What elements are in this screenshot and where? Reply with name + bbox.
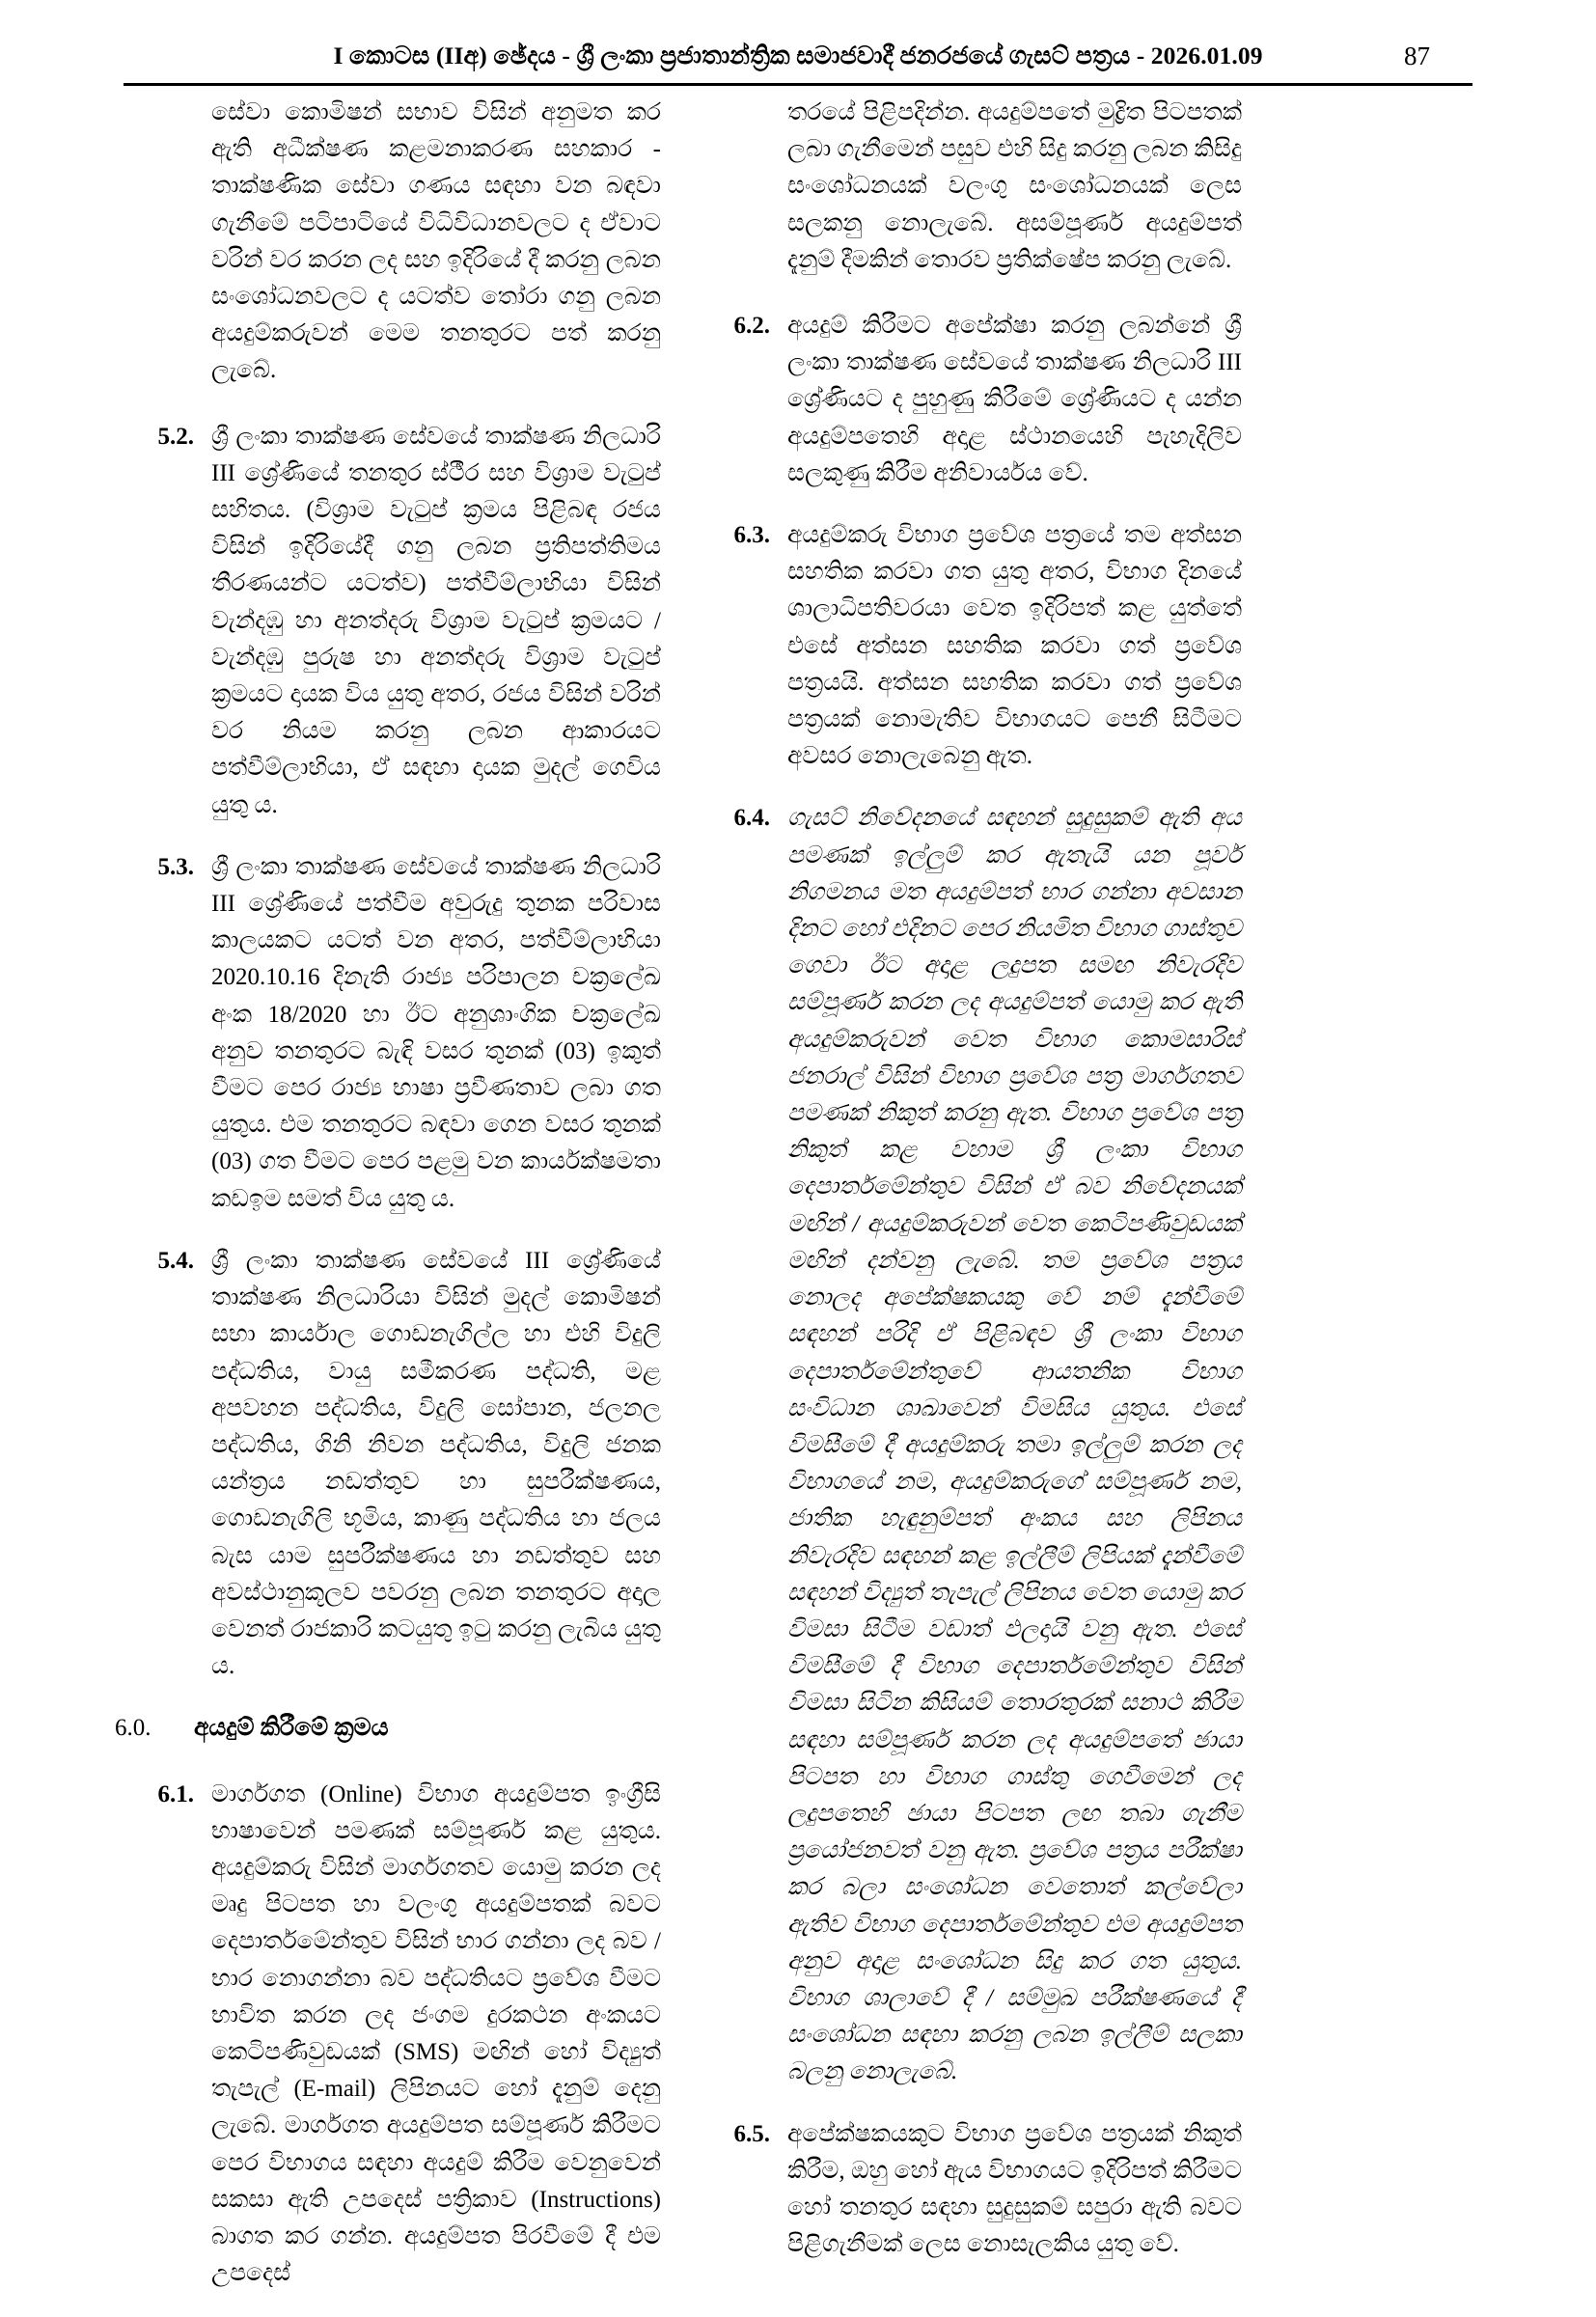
clause-text: ශ්‍රී ලංකා තාක්ෂණ සේවයේ තාක්ෂණ නිලධාරි III ශ්‍රේණියේ තනතුර ස්ථීර සහ විශ්‍රාම වැටුප් සහිතය. (විශ්‍රාම වැටුප් ක්‍රමය පිළිබඳ රජය විසින් ඉදිරියේදී ගනු ලබන ප්‍රතිපත්තිමය තීරණයන්ට යටත්ව) පත්වීම්ලාභියා විසින් වැන්දඹු හා අනත්දරු විශ්‍රාම වැටුප් ක්‍රමයට / වැන්දඹු පුරුෂ හා අනත්දරු විශ්‍රාම වැටුප් ක්‍රමයට දායක විය යුතු අතර, රජය විසින් වරින් වර නියම කරනු ලබන ආකාරයට පත්වීම්ලාභියා, ඒ සඳහා දායක මුදල් ගෙවිය යුතු ය.: [211, 423, 661, 818]
clause-text: අයදුම් කිරීමට අපේක්ෂා කරනු ලබන්නේ ශ්‍රී ලංකා තාක්ෂණ සේවයේ තාක්ෂණ නිලධාරි III ශ්‍රේණියට ද පුහුණු කිරීමේ ශ්‍රේණියට ද යන්න අයදුම්පතෙහි අදාළ ස්ථානයෙහි පැහැදිලිව සලකුණු කිරීම අනිවාර්යය වේ.: [787, 313, 1242, 486]
page-title: I කොටස (IIඅ) ඡේදය - ශ්‍රී ලංකා ප්‍රජාතාන්ත්‍රික සමාජවාදී ජනරජයේ ගැසට් පත්‍රය - 2026.01.09: [333, 41, 1263, 69]
clause-number: 6.3.: [733, 522, 770, 549]
clause-6-2: [687, 308, 1242, 492]
clause-number: 6.4.: [733, 805, 770, 832]
page-number: 87: [1404, 41, 1430, 70]
clause-5-4: [111, 1243, 661, 1685]
section-heading-6-0: [111, 1710, 661, 1747]
section-title: අයදුම් කිරීමේ ක්‍රමය: [194, 1715, 389, 1742]
clause-number: 5.4.: [157, 1247, 194, 1274]
clause-5-3: [111, 849, 661, 1218]
page-header: [124, 42, 1472, 79]
clause-text: ශ්‍රී ලංකා තාක්ෂණ සේවයේ තාක්ෂණ නිලධාරි III ශ්‍රේණියේ පත්වීම අවුරුදු තුනක පරිවාස කාලයකට යටත් වන අතර, පත්වීම්ලාභියා 2020.10.16 දිනැති රාජ්‍ය පරිපාලන චක්‍රලේඛ අංක 18/2020 හා ඊට අනුශාංගික චක්‍රලේඛ අනුව තනතුරට බැඳි වසර තුනක් (03) ඉකුත් වීමට පෙර රාජ්‍ය භාෂා ප්‍රවීණතාව ලබා ගත යුතුය. එම තනතුරට බඳවා ගෙන වසර තුනක් (03) ගත වීමට පෙර පළමු වන කාර්යක්ෂමතා කඩඉම සමත් විය යුතු ය.: [211, 853, 661, 1212]
clause-number: 6.2.: [733, 313, 770, 340]
paragraph-6-1-continuation: තරයේ පිළිපදින්න. අයදුම්පතේ මුද්‍රිත පිටපතක් ලබා ගැනීමෙන් පසුව එහි සිදු කරනු ලබන කිසිදු සංශෝධනයක් වලංගු සංශෝධනයක් ලෙස සලකනු නොලැබේ. අසම්පූර්ණ අයදුම්පත් දැනුම් දීමකින් තොරව ප්‍රතික්ෂේප කරනු ලැබේ.: [787, 99, 1242, 273]
right-column: [687, 95, 1242, 2288]
left-column: [111, 95, 661, 2317]
clause-text: මාර්ගගත (Online) විභාග අයදුම්පත ඉංග්‍රීසි භාෂාවෙන් පමණක් සම්පූර්ණ කළ යුතුය. අයදුම්කරු විසින් මාර්ගගතව යොමු කරන ලද මෘදු පිටපත හා වලංගු අයදුම්පතක් බවට දෙපාර්තමේන්තුව විසින් භාර ගන්නා ලද බව / භාර නොගන්නා බව පද්ධතියට ප්‍රවේශ වීමට භාවිත කරන ලද ජංගම දුරකථන අංකයට කෙටිපණිවුඩයක් (SMS) මඟින් හෝ විද්‍යුත් තැපැල් (E-mail) ලිපිනයට හෝ දැනුම් දෙනු ලැබේ. මාර්ගගත අයදුම්පත සම්පූර්ණ කිරීමට පෙර විභාගය සඳහා අයදුම් කිරීම වෙනුවෙන් සකසා ඇති උපදෙස් පත්‍රිකාව (Instructions) බාගත කර ගන්න. අයදුම්පත පිරවීමේ දී එම උපදෙස්: [211, 1780, 661, 2287]
paragraph-5-1-continuation: සේවා කොමිෂන් සභාව විසින් අනුමත කර ඇති අධීක්ෂණ කළමනාකරණ සහකාර - තාක්ෂණික සේවා ගණය සඳහා වන බඳවා ගැනීමේ පටිපාටියේ විධිවිධානවලට ද ඒවාට වරින් වර කරන ලද සහ ඉදිරියේ දී කරනු ලබන සංශෝධනවලට ද යටත්ව තෝරා ගනු ලබන අයදුම්කරුවන් මෙම තනතුරට පත් කරනු ලැබේ.: [211, 99, 661, 384]
clause-6-5: [687, 2116, 1242, 2264]
clause-6-1: [111, 1777, 661, 2293]
clause-number: 5.3.: [157, 853, 194, 880]
clause-6-4: [687, 800, 1242, 2090]
clause-text: අපේක්ෂකයකුට විභාග ප්‍රවේශ පත්‍රයක් නිකුත් කිරීම, ඔහු හෝ ඇය විභාගයට ඉදිරිපත් කිරීමට හෝ තනතුර සඳහා සුදුසුකම් සපුරා ඇති බවට පිළිගැනීමක් ලෙස නොසැලකිය යුතු වේ.: [787, 2120, 1242, 2258]
clause-text: ශ්‍රී ලංකා තාක්ෂණ සේවයේ III ශ්‍රේණියේ තාක්ෂණ නිලධාරියා විසින් මුදල් කොමිෂන් සභා කාර්යාල ගොඩනැගිල්ල හා එහි විදුලි පද්ධතිය, වායු සමීකරණ පද්ධති, මළ අපවහන පද්ධතිය, විදුලි සෝපාන, ජලනල පද්ධතිය, ගිනි නිවන පද්ධතිය, විදුලි ජනක යන්ත්‍රය නඩත්තුව හා සුපරීක්ෂණය, ගොඩනැගිලි භූමිය, කාණු පද්ධතිය හා ජලය බැස යාම සුපරීක්ෂණය හා නඩත්තුව සහ අවස්ථානුකූලව පවරනු ලබන තනතුරට අදාල වෙනත් රාජකාරි කටයුතු ඉටු කරනු ලැබිය යුතු ය.: [211, 1247, 661, 1680]
clause-6-3: [687, 517, 1242, 775]
clause-5-2: [111, 419, 661, 824]
clause-text: ගැසට් නිවේදනයේ සඳහන් සුදුසුකම් ඇති අය පමණක් ඉල්ලුම් කර ඇතැයි යන පූර්ව නිගමනය මත අයදුම්පත් භාර ගන්නා අවසාන දිනට හෝ එදිනට පෙර නියමිත විභාග ගාස්තුව ගෙවා ඊට අදාළ ලදුපත සමඟ නිවැරදිව සම්පූර්ණ කරන ලද අයදුම්පත් යොමු කර ඇති අයදුම්කරුවන් වෙත විභාග කොමසාරිස් ජනරාල් විසින් විභාග ප්‍රවේශ පත්‍ර මාර්ගගතව පමණක් නිකුත් කරනු ඇත. විභාග ප්‍රවේශ පත්‍ර නිකුත් කළ වහාම ශ්‍රී ලංකා විභාග දෙපාර්තමේන්තුව විසින් ඒ බව නිවේදනයක් මඟින් / අයදුම්කරුවන් වෙත කෙටිපණිවුඩයක් මඟින් දන්වනු ලැබේ. තම ප්‍රවේශ පත්‍රය නොලද අපේක්ෂකයකු වේ නම් දැන්වීමේ සඳහන් පරිදි ඒ පිළිබඳව ශ්‍රී ලංකා විභාග දෙපාර්තමේන්තුවේ ආයතනික විභාග සංවිධාන ශාඛාවෙන් විමසිය යුතුය. එසේ විමසීමේ දී අයදුම්කරු තමා ඉල්ලුම් කරන ලද විභාගයේ නම, අයදුම්කරුගේ සම්පූර්ණ නම, ජාතික හැඳුනුම්පත් අංකය සහ ලිපිනය නිවැරදිව සඳහන් කළ ඉල්ලීම් ලිපියක් දැන්වීමේ සඳහන් විද්‍යුත් තැපැල් ලිපිනය වෙත යොමු කර විමසා සිටීම වඩාත් ඵලදායි වනු ඇත. එසේ විමසීමේ දී විභාග දෙපාර්තමේන්තුව විසින් විමසා සිටින කිසියම් තොරතුරක් සනාථ කිරීම සඳහා සම්පූර්ණ කරන ලද අයදුම්පතේ ඡායා පිටපත හා විභාග ගාස්තු ගෙවීමෙන් ලද ලදුපතෙහි ඡායා පිටපත ලඟ තබා ගැනීම ප්‍රයෝජනවත් වනු ඇත. ප්‍රවේශ පත්‍රය පරීක්ෂා කර බලා සංශෝධන වෙතොත් කල්වේලා ඇතිව විභාග දෙපාර්තමේන්තුව එම අයදුම්පත අනුව අදාළ සංශෝධන සිදු කර ගත යුතුය. විභාග ශාලාවේ දී / සම්මුඛ පරීක්ෂණයේ දී සංශෝධන සඳහා කරනු ලබන ඉල්ලීම් සලකා බලනු නොලැබේ.: [787, 805, 1242, 2085]
clause-text: අයදුම්කරු විභාග ප්‍රවේශ පත්‍රයේ තම අත්සන සහතික කරවා ගත යුතු අතර, විභාග දිනයේ ශාලාධිපතිවරයා වෙත ඉදිරිපත් කළ යුත්තේ එසේ අත්සන සහතික කරවා ගත් ප්‍රවේශ පත්‍රයයි. අත්සන සහතික කරවා ගත් ප්‍රවේශ පත්‍රයක් නොමැතිව විභාගයට පෙනී සිටීමට අවසර නොලැබෙනු ඇත.: [787, 522, 1242, 770]
clause-number: 5.2.: [157, 423, 194, 450]
section-number: 6.0.: [115, 1715, 151, 1742]
clause-number: 6.1.: [157, 1780, 194, 1807]
header-divider: [124, 83, 1472, 86]
clause-number: 6.5.: [733, 2120, 770, 2147]
